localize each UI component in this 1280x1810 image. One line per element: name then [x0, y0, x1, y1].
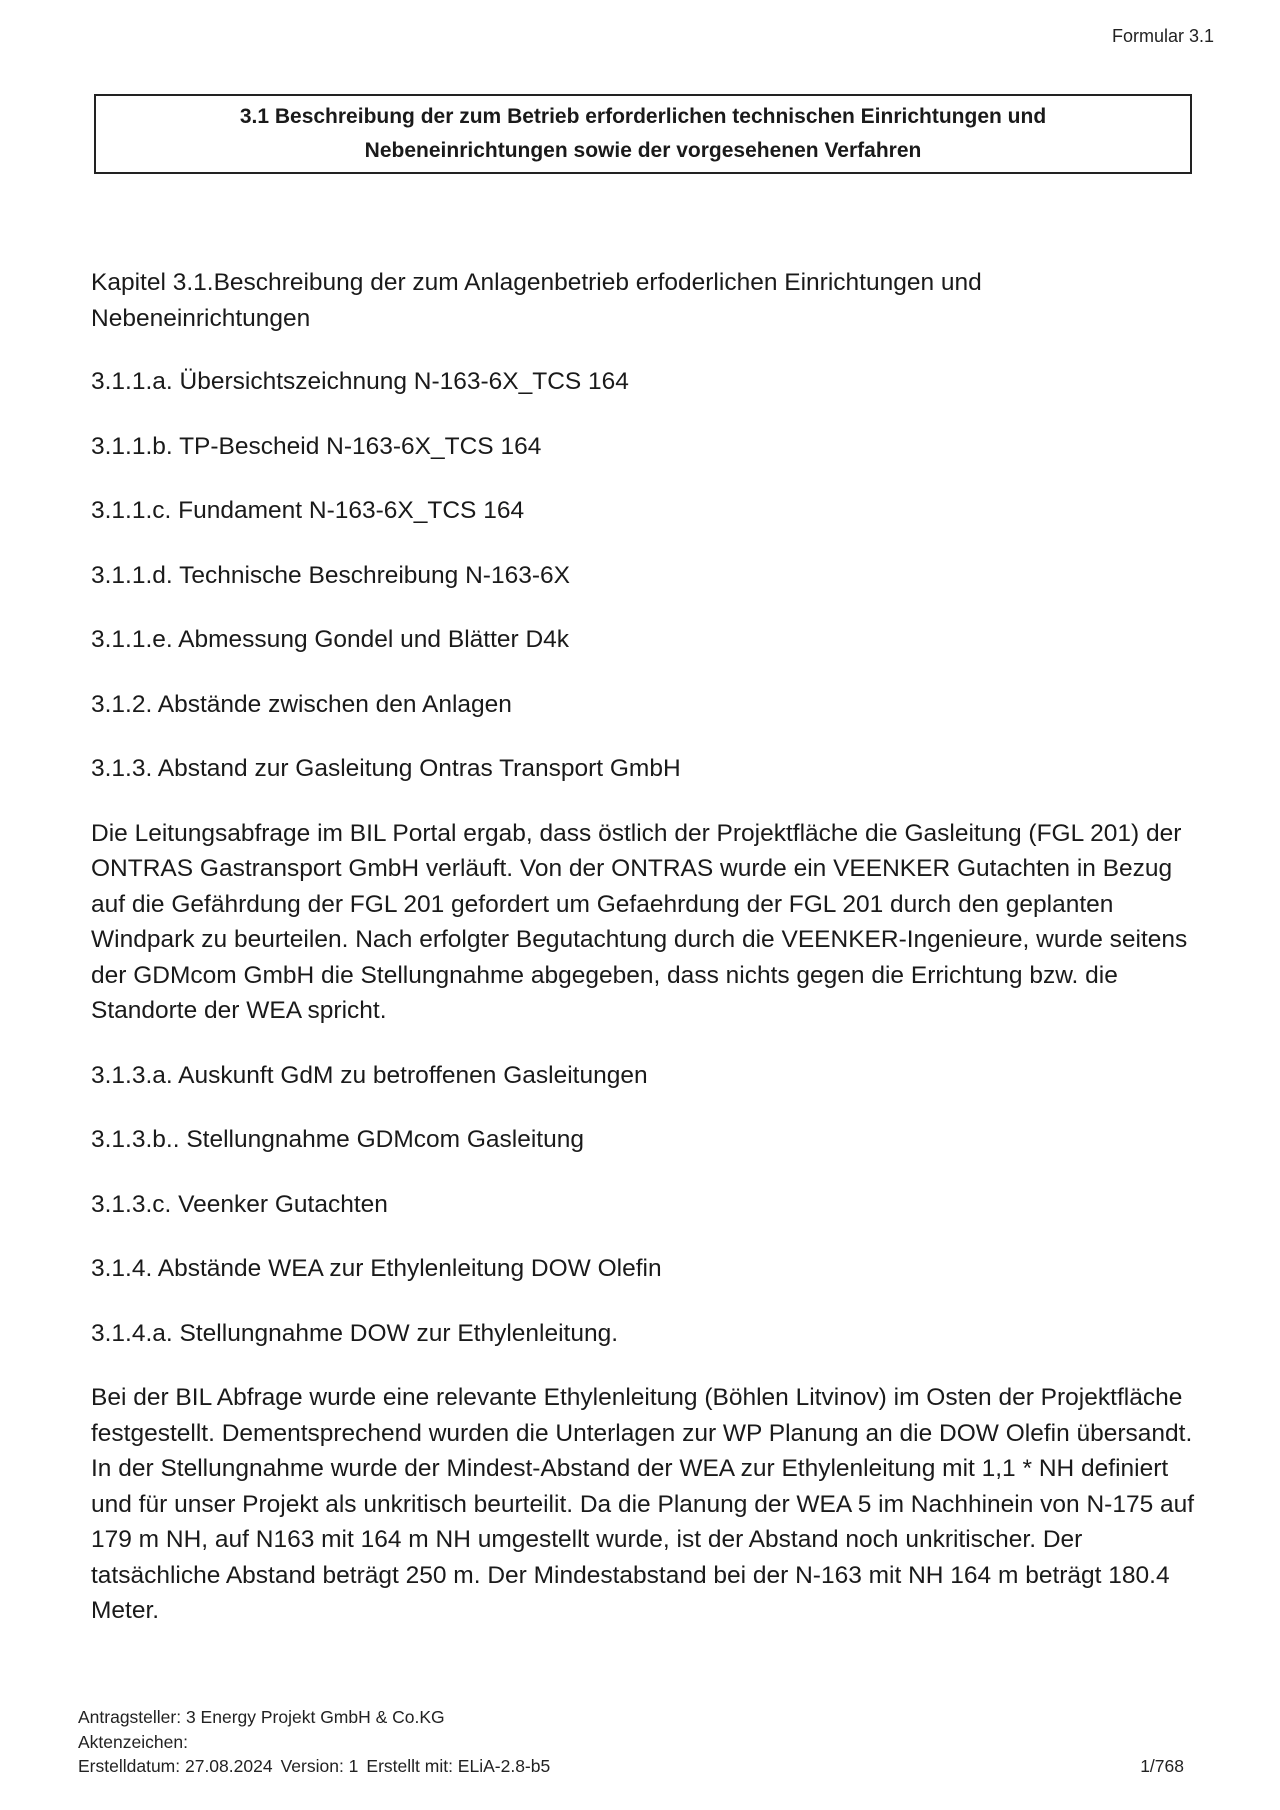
form-identifier: Formular 3.1 [1111, 26, 1214, 46]
list-item-3-1-4-a: 3.1.4.a. Stellungnahme DOW zur Ethylenleitung. [91, 1319, 619, 1347]
footer-version: Version: 1 [280, 1756, 359, 1776]
list-item-3-1-3: 3.1.3. Abstand zur Gasleitung Ontras Transport GmbH [91, 755, 681, 782]
footer-created-with: Erstellt mit: ELiA-2.8-b5 [366, 1756, 551, 1776]
section-title-line-2: Nebeneinrichtungen sowie der vorgesehenen Verfahren [364, 139, 922, 162]
list-item-3-1-2: 3.1.2. Abstände zwischen den Anlagen [91, 690, 512, 718]
list-item-3-1-1-c: 3.1.1.c. Fundament N-163-6X_TCS 164 [91, 497, 525, 524]
list-item-3-1-1-a: 3.1.1.a. Übersichtszeichnung N-163-6X_TCS 164 [91, 368, 629, 395]
list-item-3-1-3-a: 3.1.3.a. Auskunft GdM zu betroffenen Gasleitungen [91, 1061, 648, 1089]
list-item-3-1-1-e: 3.1.1.e. Abmessung Gondel und Blätter D4k [91, 626, 570, 653]
list-item-3-1-1-b: 3.1.1.b. TP-Bescheid N-163-6X_TCS 164 [91, 432, 542, 460]
footer-file-number: Aktenzeichen: [78, 1731, 188, 1752]
list-item-3-1-3-c: 3.1.3.c. Veenker Gutachten [91, 1190, 388, 1218]
section-title-box [94, 94, 1192, 174]
list-item-3-1-4: 3.1.4. Abstände WEA zur Ethylenleitung DOW Olefin [91, 1255, 662, 1282]
list-item-3-1-3-b: 3.1.3.b.. Stellungnahme GDMcom Gasleitung [91, 1126, 584, 1153]
footer-applicant: Antragsteller: 3 Energy Projekt GmbH & Co.KG [78, 1707, 445, 1727]
footer-meta-row [78, 1754, 1184, 1779]
paragraph-ethylene-pipeline: Bei der BIL Abfrage wurde eine relevante Ethylenleitung (Böhlen Litvinov) im Osten der Projektfläche festgestellt. Dementsprechend wurden die Unterlagen zur WP Planung an die DOW Olefin übersandt. In der Stellungnahme wurde der Mindest-Abstand der WEA zur Ethylenleitung mit 1,1 * NH definiert und für unser Projekt als unkritisch beurteilit. Da die Planung der WEA 5 im Nachhinein von N-175 auf 179 m NH, auf N163 mit 164 m NH umgestellt wurde, ist der Abstand noch unkritischer. Der tatsächliche Abstand beträgt 250 m. Der Mindestabstand bei der N-163 mit NH 164 m beträgt 180.4 Meter. [91, 1384, 1195, 1624]
section-title-line-1: 3.1 Beschreibung der zum Betrieb erforderlichen technischen Einrichtungen und [239, 105, 1047, 128]
chapter-heading: Kapitel 3.1.Beschreibung der zum Anlagenbetrieb erfoderlichen Einrichtungen und Nebeneinrichtungen [91, 269, 982, 332]
page-footer [78, 1705, 1184, 1779]
page-number: 1/768 [1140, 1756, 1184, 1776]
paragraph-gas-pipeline: Die Leitungsabfrage im BIL Portal ergab, dass östlich der Projektfläche die Gasleitung (FGL 201) der ONTRAS Gastransport GmbH verläuft. Von der ONTRAS wurde ein VEENKER Gutachten in Bezug auf die Gefährdung der FGL 201 gefordert um Gefaehrdung der FGL 201 durch den geplanten Windpark zu beurteilen. Nach erfolgter Begutachtung durch die VEENKER-Ingenieure, wurde seitens der GDMcom GmbH die Stellungnahme abgegeben, dass nichts gegen die Errichtung bzw. die Standorte der WEA spricht. [91, 819, 1188, 1024]
list-item-3-1-1-d: 3.1.1.d. Technische Beschreibung N-163-6X [91, 561, 570, 589]
document-body [91, 265, 1201, 1658]
footer-created-date: Erstelldatum: 27.08.2024 [78, 1756, 273, 1776]
footer-meta [78, 1754, 550, 1779]
